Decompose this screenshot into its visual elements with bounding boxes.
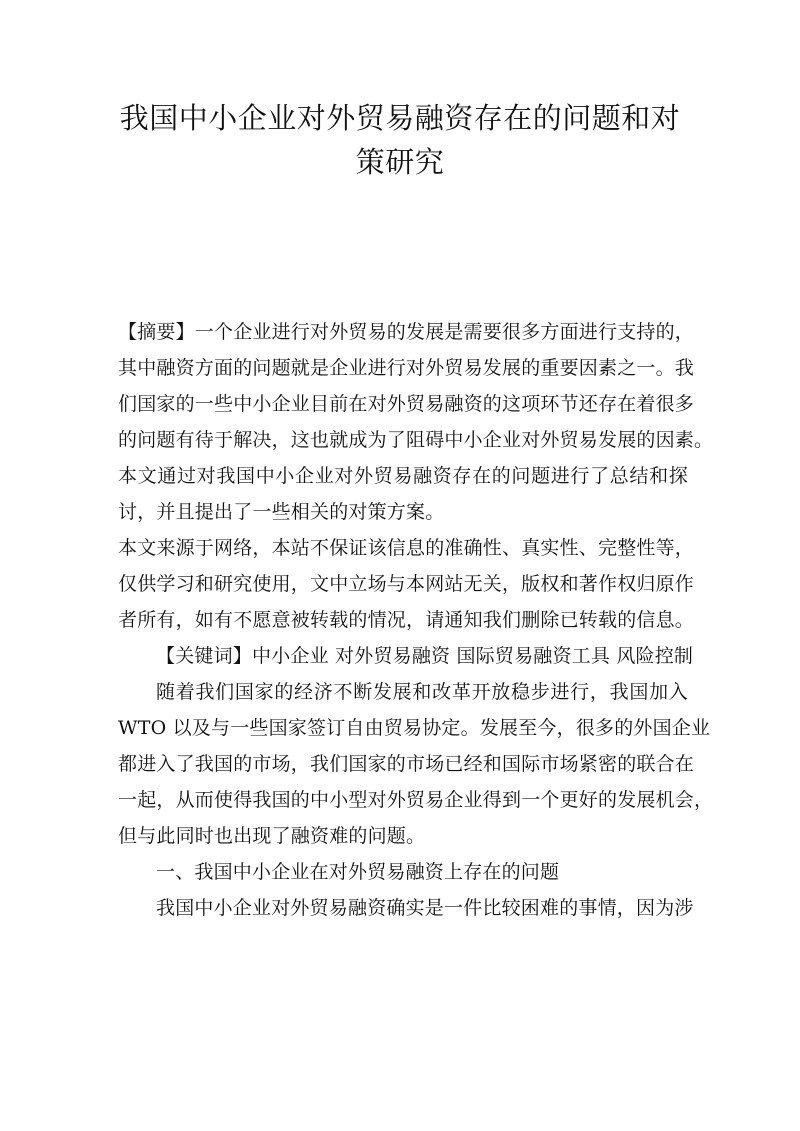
abstract-line: 讨，并且提出了一些相关的对策方案。 (118, 501, 445, 523)
section-paragraph-line: 我国中小企业对外贸易融资确实是一件比较困难的事情，因为涉 (156, 897, 694, 919)
notice-line: 仅供学习和研究使用，文中立场与本网站无关，版权和著作权归原作 (118, 573, 695, 595)
document-title (100, 96, 700, 184)
document-body (118, 314, 714, 926)
section-heading: 一、我国中小企业在对外贸易融资上存在的问题 (156, 861, 560, 883)
abstract-line: 们国家的一些中小企业目前在对外贸易融资的这项环节还存在着很多 (118, 393, 695, 415)
intro-line: 都进入了我国的市场，我们国家的市场已经和国际市场紧密的联合在 (118, 753, 695, 775)
intro-line: WTO 以及与一些国家签订自由贸易协定。发展至今，很多的外国企业 (118, 717, 711, 739)
notice-line: 本文来源于网络，本站不保证该信息的准确性、真实性、完整性等， (118, 537, 695, 559)
title-line: 策研究 (355, 145, 445, 179)
notice-line: 者所有，如有不愿意被转载的情况，请通知我们删除已转载的信息。 (118, 609, 695, 631)
title-line: 我国中小企业对外贸易融资存在的问题和对 (119, 101, 681, 135)
keywords-line: 【关键词】中小企业 对外贸易融资 国际贸易融资工具 风险控制 (156, 645, 694, 667)
abstract-line: 本文通过对我国中小企业对外贸易融资存在的问题进行了总结和探 (118, 465, 688, 487)
abstract-line: 【摘要】一个企业进行对外贸易的发展是需要很多方面进行支持的， (118, 321, 695, 343)
abstract-paragraph (118, 314, 714, 530)
intro-line: 随着我们国家的经济不断发展和改革开放稳步进行，我国加入 (156, 681, 688, 703)
abstract-line: 其中融资方面的问题就是企业进行对外贸易发展的重要因素之一。我 (118, 357, 695, 379)
intro-line: 一起，从而使得我国的中小型对外贸易企业得到一个更好的发展机会， (118, 789, 714, 811)
abstract-line: 的问题有待于解决，这也就成为了阻碍中小企业对外贸易发展的因素。 (118, 429, 714, 451)
intro-line: 但与此同时也出现了融资难的问题。 (118, 825, 426, 847)
intro-paragraph (118, 674, 714, 854)
source-notice-paragraph (118, 530, 695, 638)
